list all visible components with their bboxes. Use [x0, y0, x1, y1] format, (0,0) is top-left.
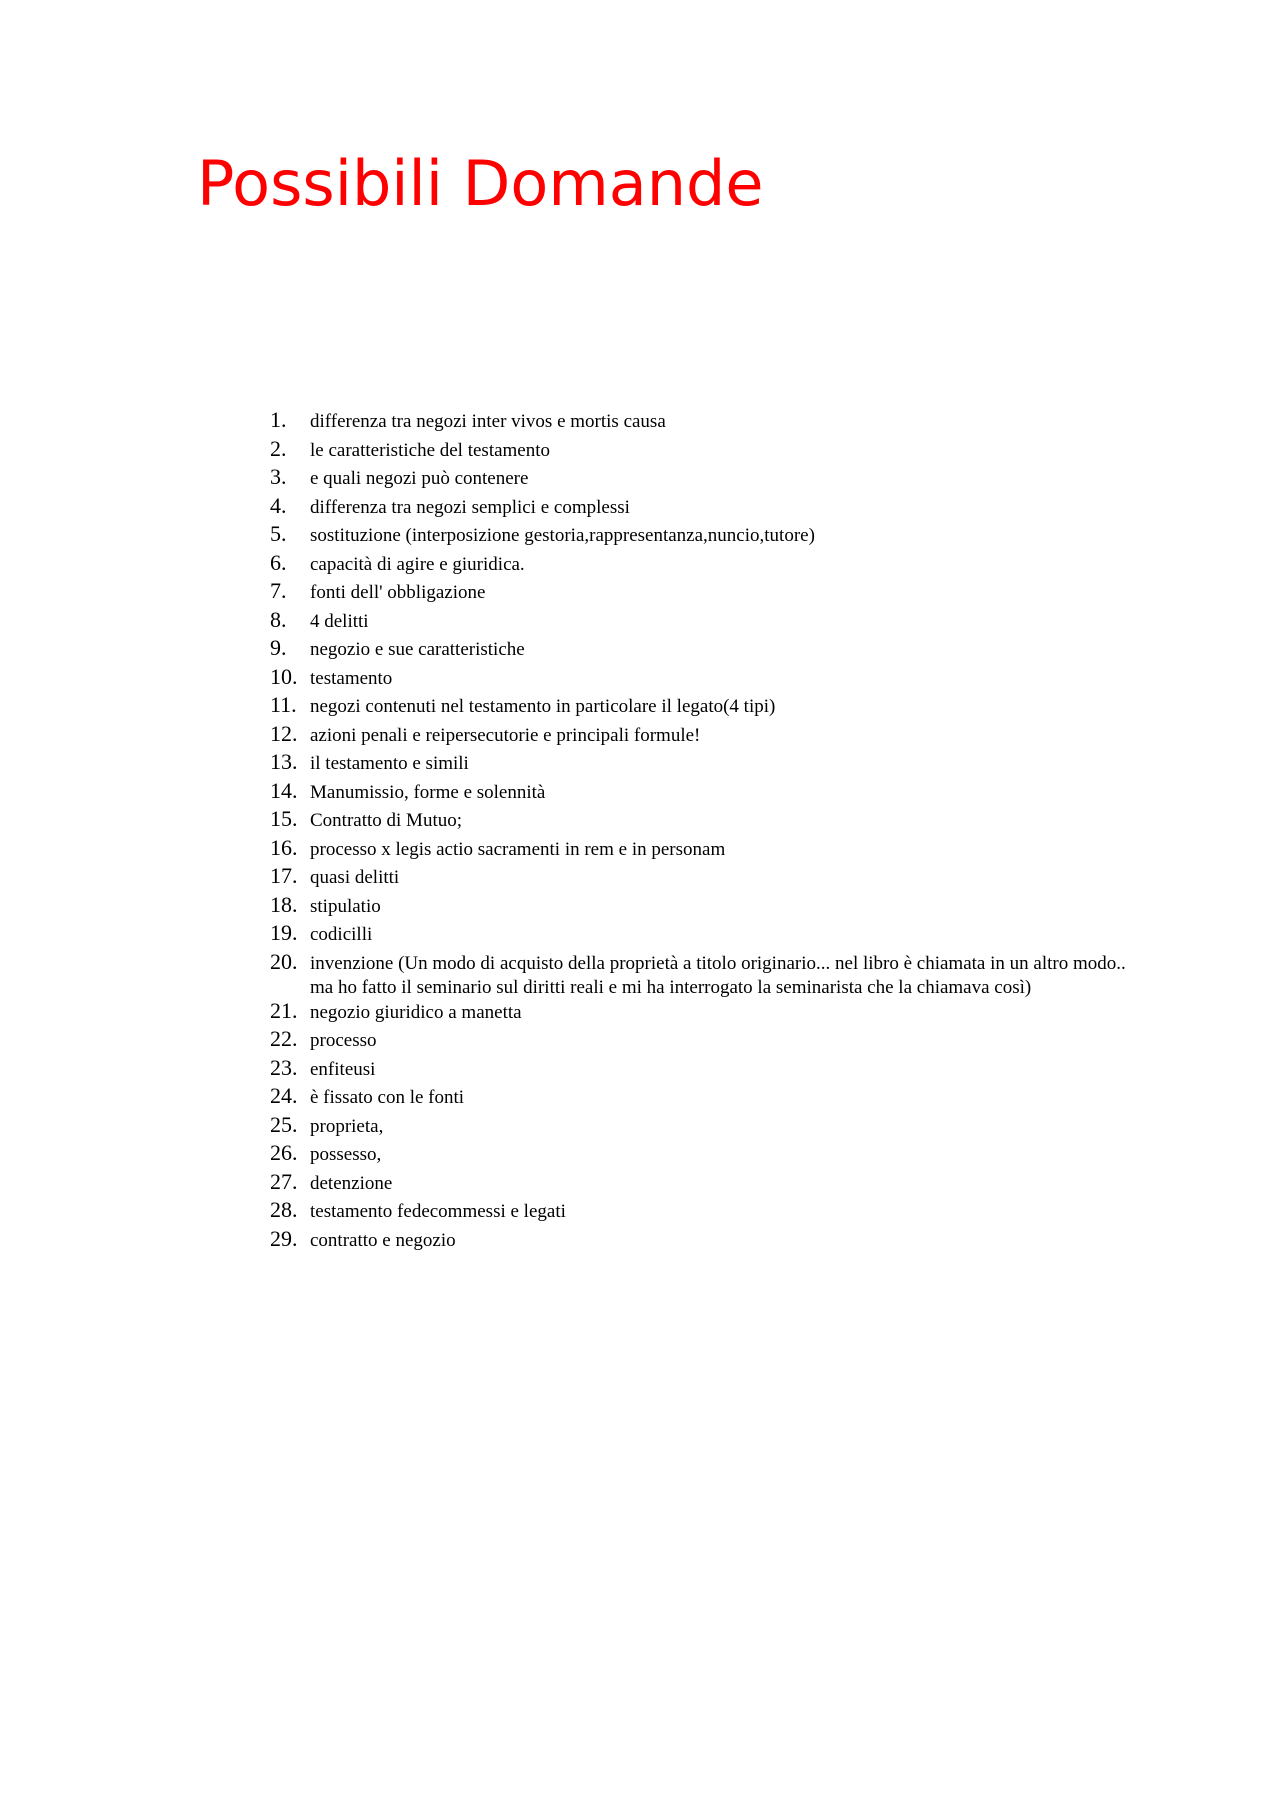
question-number: 10. — [270, 663, 298, 689]
question-item — [270, 1225, 1130, 1257]
question-item — [270, 834, 1130, 866]
question-item — [270, 1168, 1130, 1200]
question-text: testamento fedecommessi e legati — [310, 1201, 566, 1222]
question-number: 18. — [270, 891, 298, 917]
question-item — [270, 865, 1130, 894]
question-item — [270, 1199, 1130, 1228]
question-item — [270, 777, 1130, 809]
question-item — [270, 523, 1130, 552]
question-text: invenzione (Un modo di acquisto della proprietà a titolo originario... nel libro è chiamata in un altro modo.. ma ho fatto il seminario sul diritti reali e mi ha interrogato la seminarista che la chiamava così) — [310, 952, 1126, 998]
question-item — [270, 580, 1130, 609]
question-number: 14. — [270, 777, 298, 803]
question-number: 3. — [270, 464, 287, 489]
question-item — [270, 549, 1130, 581]
question-text: il testamento e simili — [310, 753, 469, 774]
question-number: 15. — [270, 806, 298, 831]
question-item — [270, 606, 1130, 638]
question-number: 27. — [270, 1168, 298, 1194]
question-text: Contratto di Mutuo; — [310, 810, 462, 831]
question-number: 25. — [270, 1111, 298, 1137]
question-item — [270, 637, 1130, 666]
question-item — [270, 1054, 1130, 1086]
question-text: testamento — [310, 667, 393, 689]
question-number: 12. — [270, 720, 298, 746]
question-number: 6. — [270, 549, 287, 575]
question-text: e quali negozi può contenere — [310, 468, 529, 489]
question-text: possesso, — [310, 1144, 382, 1165]
question-item — [270, 1142, 1130, 1171]
question-text: negozio e sue caratteristiche — [310, 639, 525, 660]
question-text: detenzione — [310, 1172, 393, 1194]
question-item — [270, 694, 1130, 723]
question-number: 7. — [270, 578, 287, 603]
question-item — [270, 409, 1130, 438]
question-item — [270, 891, 1130, 923]
question-text: azioni penali e reipersecutorie e principali formule! — [310, 724, 701, 746]
question-number: 4. — [270, 492, 287, 518]
question-item — [270, 663, 1130, 695]
question-item — [270, 1111, 1130, 1143]
question-text: negozi contenuti nel testamento in particolare il legato(4 tipi) — [310, 696, 776, 717]
question-number: 13. — [270, 749, 298, 774]
question-text: le caratteristiche del testamento — [310, 439, 551, 461]
question-item — [270, 808, 1130, 837]
question-item — [270, 751, 1130, 780]
question-text: quasi delitti — [310, 867, 400, 888]
question-text: processo x legis actio sacramenti in rem e in personam — [310, 838, 726, 860]
question-number: 11. — [270, 692, 297, 717]
question-text: capacità di agire e giuridica. — [310, 553, 525, 575]
question-text: 4 delitti — [310, 610, 369, 632]
question-number: 19. — [270, 920, 298, 945]
question-number: 8. — [270, 606, 287, 632]
question-number: 20. — [270, 948, 298, 974]
question-number: 1. — [270, 407, 287, 432]
question-text: Manumissio, forme e solennità — [310, 781, 546, 803]
question-number: 26. — [270, 1140, 298, 1165]
question-text: negozio giuridico a manetta — [310, 1001, 522, 1023]
question-number: 21. — [270, 997, 298, 1023]
question-item — [270, 948, 1130, 1000]
question-text: fonti dell' obbligazione — [310, 582, 486, 603]
question-text: enfiteusi — [310, 1058, 376, 1080]
question-number: 2. — [270, 435, 287, 461]
question-item — [270, 435, 1130, 467]
question-item — [270, 466, 1130, 495]
question-text: stipulatio — [310, 895, 381, 917]
question-text: è fissato con le fonti — [310, 1087, 465, 1108]
question-number: 24. — [270, 1083, 298, 1108]
question-item — [270, 1085, 1130, 1114]
page-title: Possibili Domande — [197, 147, 764, 220]
question-item — [270, 492, 1130, 524]
question-text: differenza tra negozi inter vivos e mortis causa — [310, 411, 666, 432]
question-number: 9. — [270, 635, 287, 660]
question-number: 16. — [270, 834, 298, 860]
question-item — [270, 1028, 1130, 1057]
question-item — [270, 720, 1130, 752]
question-list — [270, 409, 1130, 1256]
question-text: processo — [310, 1030, 377, 1051]
question-item — [270, 997, 1130, 1029]
question-text: proprieta, — [310, 1115, 384, 1137]
question-item — [270, 922, 1130, 951]
question-text: codicilli — [310, 924, 373, 945]
question-number: 17. — [270, 863, 298, 888]
question-number: 5. — [270, 521, 287, 546]
question-text: sostituzione (interposizione gestoria,rappresentanza,nuncio,tutore) — [310, 525, 815, 546]
question-text: differenza tra negozi semplici e complessi — [310, 496, 630, 518]
question-number: 29. — [270, 1225, 298, 1251]
question-number: 23. — [270, 1054, 298, 1080]
question-number: 22. — [270, 1026, 298, 1051]
question-text: contratto e negozio — [310, 1229, 456, 1251]
question-number: 28. — [270, 1197, 298, 1222]
